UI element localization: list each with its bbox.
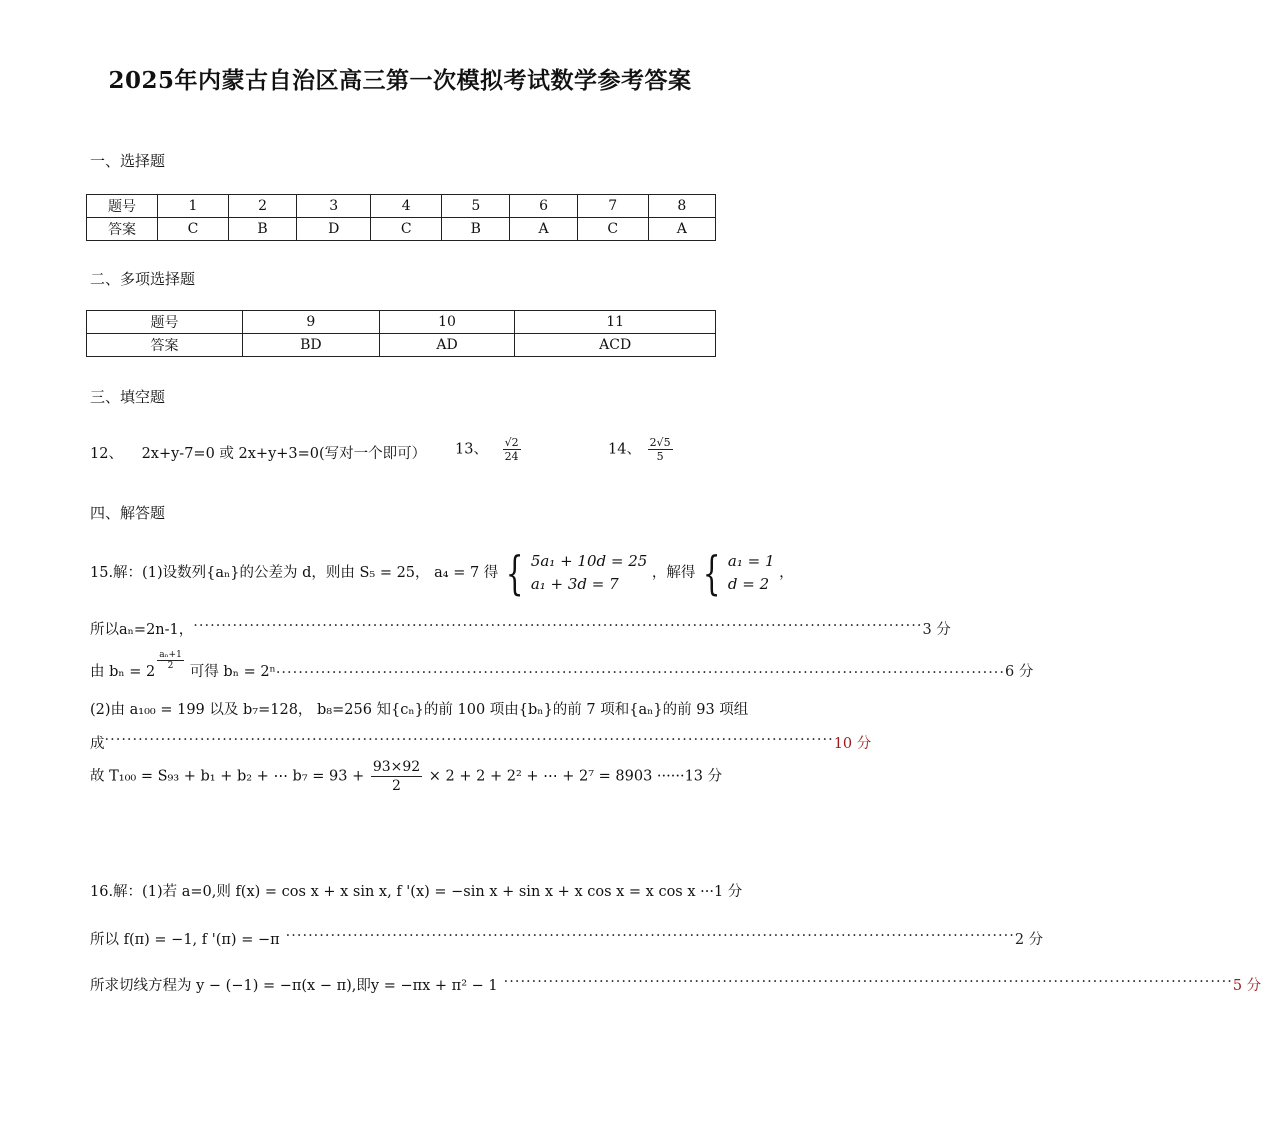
- table-row: [87, 311, 716, 334]
- table-cell: 1: [158, 195, 229, 218]
- q16-line3: [90, 974, 1261, 995]
- dotted-leader: ··································································································································: [285, 928, 1015, 944]
- q15-exp-numerator: aₙ+1: [159, 650, 182, 660]
- q15-equation: 5a₁ + 10d = 25: [530, 552, 648, 570]
- q13-number: 13、: [455, 441, 488, 458]
- table-row: [87, 334, 716, 357]
- table-cell: B: [228, 218, 296, 241]
- multi-answer-table: [86, 310, 716, 357]
- q15-equation: d = 2: [727, 575, 770, 593]
- q15-step: 由 bₙ = 2: [90, 664, 156, 680]
- q14-numerator: 2√5: [649, 436, 671, 449]
- q15-step: × 2 + 2 + 2² + ⋯ + 2⁷ = 8903 ······13 分: [428, 768, 723, 785]
- q15-fraction-numerator: 93×92: [372, 759, 421, 775]
- page-title: 2025年内蒙古自治区高三第一次模拟考试数学参考答案: [108, 67, 692, 94]
- q15-system2: [728, 550, 775, 596]
- table-cell: 答案: [87, 218, 158, 241]
- table-cell: 3: [297, 195, 371, 218]
- table-cell: 5: [442, 195, 510, 218]
- q15-exp-denominator: 2: [167, 661, 174, 671]
- q15-equation: a₁ = 1: [727, 552, 775, 570]
- q16-step: 所求切线方程为 y − (−1) = −π(x − π),即y = −πx + π² − 1: [90, 978, 498, 994]
- q15-line1: [90, 546, 794, 600]
- table-row: [87, 218, 716, 241]
- table-cell: 答案: [87, 334, 243, 357]
- dotted-leader: ··································································································································: [275, 665, 1006, 681]
- q13-line: [455, 436, 523, 463]
- table-cell: 4: [371, 195, 442, 218]
- q15-fraction: [371, 758, 422, 795]
- q15-line5: [90, 732, 872, 753]
- table-cell: AD: [379, 334, 515, 357]
- table-cell: B: [442, 218, 510, 241]
- q16-line1: 16.解：(1)若 a=0,则 f(x) = cos x + x sin x, f '(x) = −sin x + sin x + x cos x = x cos x ···1 分: [90, 884, 743, 900]
- q15-step: 故 T₁₀₀ = S₉₃ + b₁ + b₂ + ⋯ b₇ = 93 +: [90, 768, 365, 785]
- table-cell: 题号: [87, 311, 243, 334]
- q13-fraction: [503, 436, 521, 463]
- table-cell: A: [510, 218, 577, 241]
- table-cell: C: [371, 218, 442, 241]
- q12-line: [90, 442, 426, 463]
- table-cell: 8: [648, 195, 715, 218]
- section-heading-multi: 二、多项选择题: [90, 270, 196, 288]
- table-cell: BD: [243, 334, 380, 357]
- table-cell: D: [297, 218, 371, 241]
- q15-line6: [90, 758, 722, 795]
- table-cell: 11: [515, 311, 716, 334]
- q12-number: 12、: [90, 446, 123, 462]
- table-row: [87, 195, 716, 218]
- q15-system1: [531, 550, 647, 596]
- q15-step: 可得 bₙ = 2ⁿ: [189, 664, 276, 680]
- q15-step: 所以aₙ=2n-1，: [90, 622, 194, 638]
- dotted-leader: ··································································································································: [104, 732, 834, 748]
- q14-fraction: [648, 436, 673, 463]
- left-brace-icon: {: [702, 546, 721, 600]
- dotted-leader: ··································································································································: [503, 974, 1233, 990]
- q15-equation: a₁ + 3d = 7: [530, 575, 619, 593]
- table-cell: 6: [510, 195, 577, 218]
- q13-numerator: √2: [504, 436, 519, 449]
- score-mark: 10 分: [833, 736, 872, 752]
- q14-denominator: 5: [656, 450, 664, 463]
- q14-line: [608, 436, 675, 463]
- score-mark: 3 分: [922, 622, 951, 638]
- score-mark: 6 分: [1005, 664, 1034, 680]
- table-cell: A: [648, 218, 715, 241]
- q16-line2: [90, 928, 1044, 949]
- q15-solve-word: ，解得: [651, 565, 696, 581]
- table-cell: C: [158, 218, 229, 241]
- q16-step: 所以 f(π) = −1, f '(π) = −π: [90, 932, 280, 948]
- q15-line4: (2)由 a₁₀₀ = 199 以及 b₇=128， b₈=256 知{cₙ}的前 100 项由{bₙ}的前 7 项和{aₙ}的前 93 项组: [90, 702, 749, 718]
- q15-line2: [90, 618, 951, 639]
- q15-exponent: [157, 650, 184, 671]
- table-cell: 7: [577, 195, 648, 218]
- section-heading-solve: 四、解答题: [90, 504, 166, 522]
- table-cell: ACD: [515, 334, 716, 357]
- q15-line3: [90, 650, 1034, 681]
- score-mark: 2 分: [1014, 932, 1044, 948]
- q13-denominator: 24: [504, 450, 519, 463]
- q15-step: 成: [90, 736, 105, 752]
- table-cell: C: [577, 218, 648, 241]
- table-cell: 9: [243, 311, 380, 334]
- table-cell: 10: [379, 311, 515, 334]
- q15-intro: 15.解：(1)设数列{aₙ}的公差为 d，则由 S₅ = 25， a₄ = 7 得: [90, 565, 499, 581]
- q15-fraction-denominator: 2: [392, 778, 401, 794]
- score-mark: 5 分: [1232, 978, 1261, 994]
- section-heading-choice: 一、选择题: [90, 152, 166, 170]
- choice-answer-table: [86, 194, 716, 241]
- dotted-leader: ··································································································································: [193, 618, 923, 634]
- q12-answer: 2x+y-7=0 或 2x+y+3=0(写对一个即可）: [141, 446, 427, 462]
- table-cell: 题号: [87, 195, 158, 218]
- section-heading-fill: 三、填空题: [90, 388, 166, 406]
- q14-number: 14、: [608, 441, 641, 458]
- left-brace-icon: {: [505, 546, 524, 600]
- table-cell: 2: [228, 195, 296, 218]
- q15-comma: ，: [779, 565, 794, 581]
